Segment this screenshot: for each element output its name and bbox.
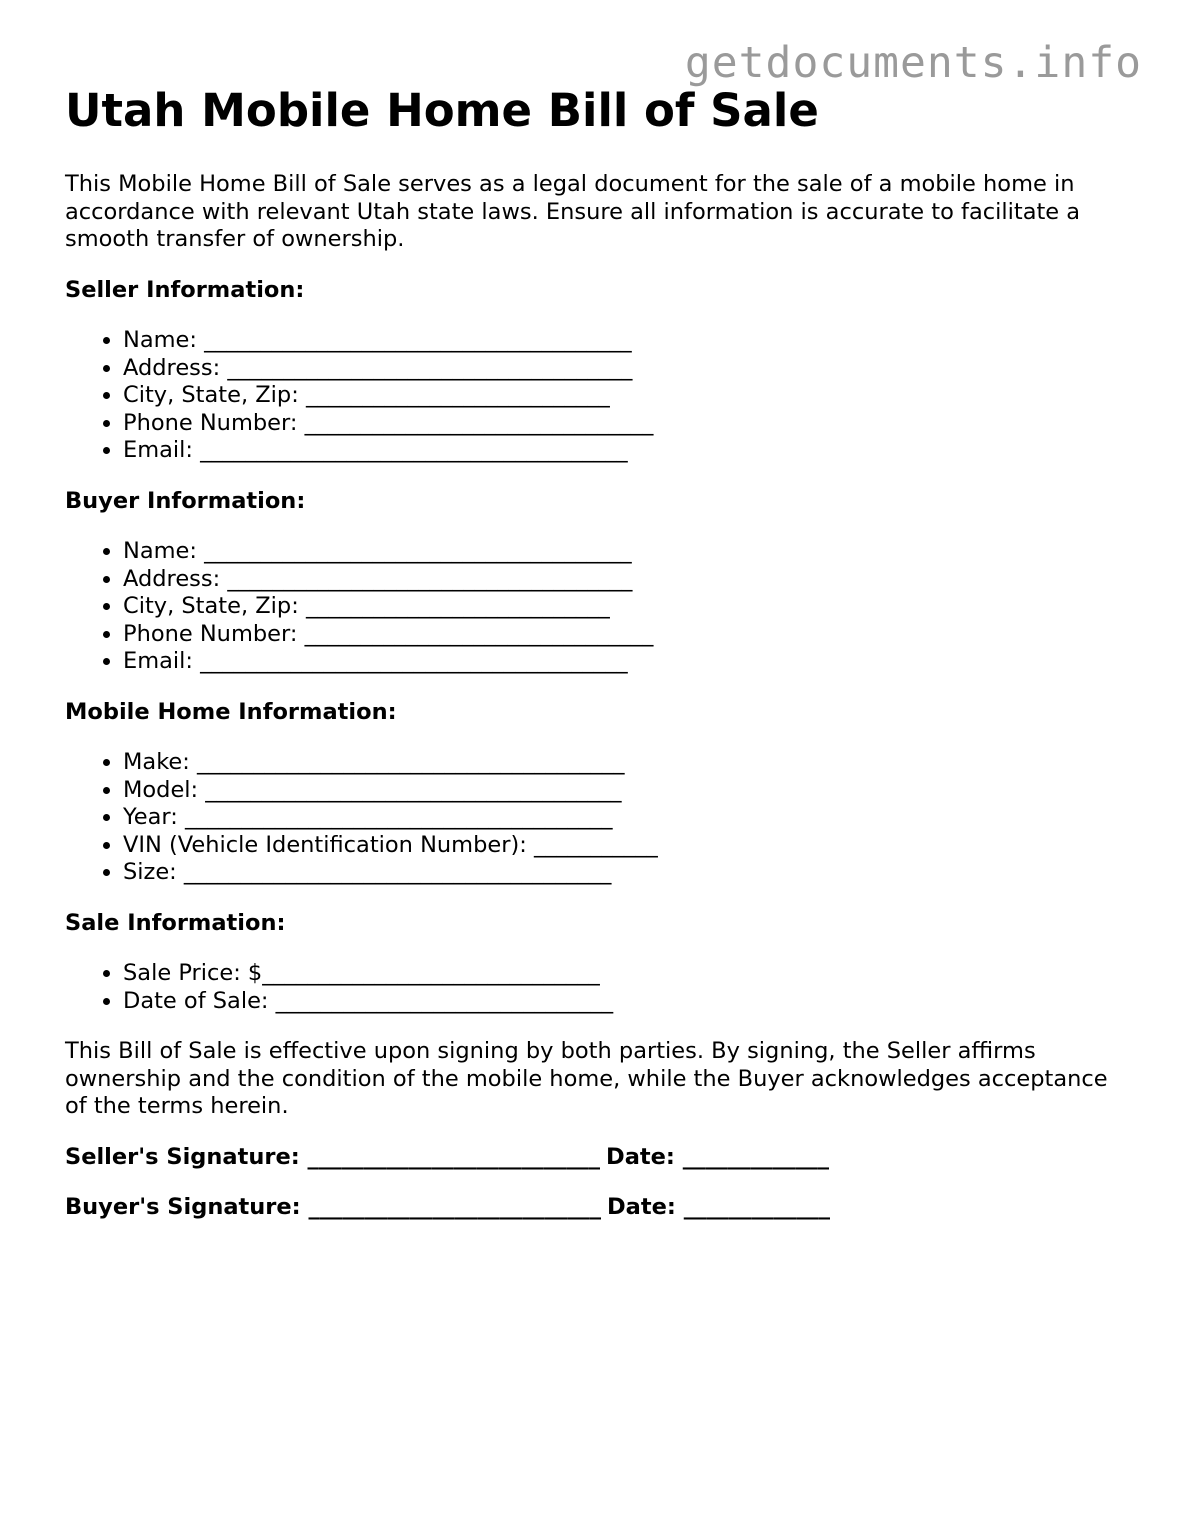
mobile-home-section-heading: Mobile Home Information: [65,698,397,725]
home-model-field: • Model: _____________________________________ [123,777,1125,805]
sale-field-list [65,960,1125,1015]
home-vin-field: • VIN (Vehicle Identification Number): ___________ [123,832,1125,860]
seller-section-heading: Seller Information: [65,276,305,303]
watermark: getdocuments.info [684,38,1142,88]
buyer-field-list [65,538,1125,676]
home-make-field: • Make: ______________________________________ [123,749,1125,777]
buyer-email-field: • Email: ______________________________________ [123,648,1125,676]
seller-name-field: • Name: ______________________________________ [123,327,1125,355]
buyer-address-field: • Address: ____________________________________ [123,566,1125,594]
buyer-city-state-zip-field: • City, State, Zip: ___________________________ [123,593,1125,621]
sale-price-field: • Sale Price: $______________________________ [123,960,1125,988]
seller-address-field: • Address: ____________________________________ [123,355,1125,383]
buyer-signature-line [65,1194,1125,1222]
buyer-signature-label: Buyer's Signature: __________________________ [65,1194,601,1220]
home-year-field: • Year: ______________________________________ [123,804,1125,832]
intro-paragraph: This Mobile Home Bill of Sale serves as a legal document for the sale of a mobile home in accordance with relevant Utah state laws. Ensure all information is accurate to facilitate a smooth transfer of ownership. [65,171,1081,252]
buyer-name-field: • Name: ______________________________________ [123,538,1125,566]
seller-email-field: • Email: ______________________________________ [123,437,1125,465]
mobile-home-field-list [65,749,1125,887]
seller-signature-label: Seller's Signature: __________________________ [65,1143,601,1170]
sale-section-heading: Sale Information: [65,909,286,936]
buyer-section-heading: Buyer Information: [65,487,306,514]
document-page [65,82,1125,1222]
sale-date-field: • Date of Sale: ______________________________ [123,988,1125,1016]
seller-field-list [65,327,1125,465]
buyer-phone-field: • Phone Number: _______________________________ [123,621,1125,649]
closing-paragraph: This Bill of Sale is effective upon signing by both parties. By signing, the Seller affirms ownership and the condition of the mobile home, while the Buyer acknowledges acceptance of the terms herein. [65,1038,1108,1119]
seller-phone-field: • Phone Number: _______________________________ [123,410,1125,438]
home-size-field: • Size: ______________________________________ [123,859,1125,887]
seller-city-state-zip-field: • City, State, Zip: ___________________________ [123,382,1125,410]
document-title: Utah Mobile Home Bill of Sale [65,84,819,137]
seller-signature-line [65,1144,1125,1172]
seller-signature-date: Date: _____________ [606,1143,830,1170]
buyer-signature-date: Date: _____________ [607,1194,830,1220]
